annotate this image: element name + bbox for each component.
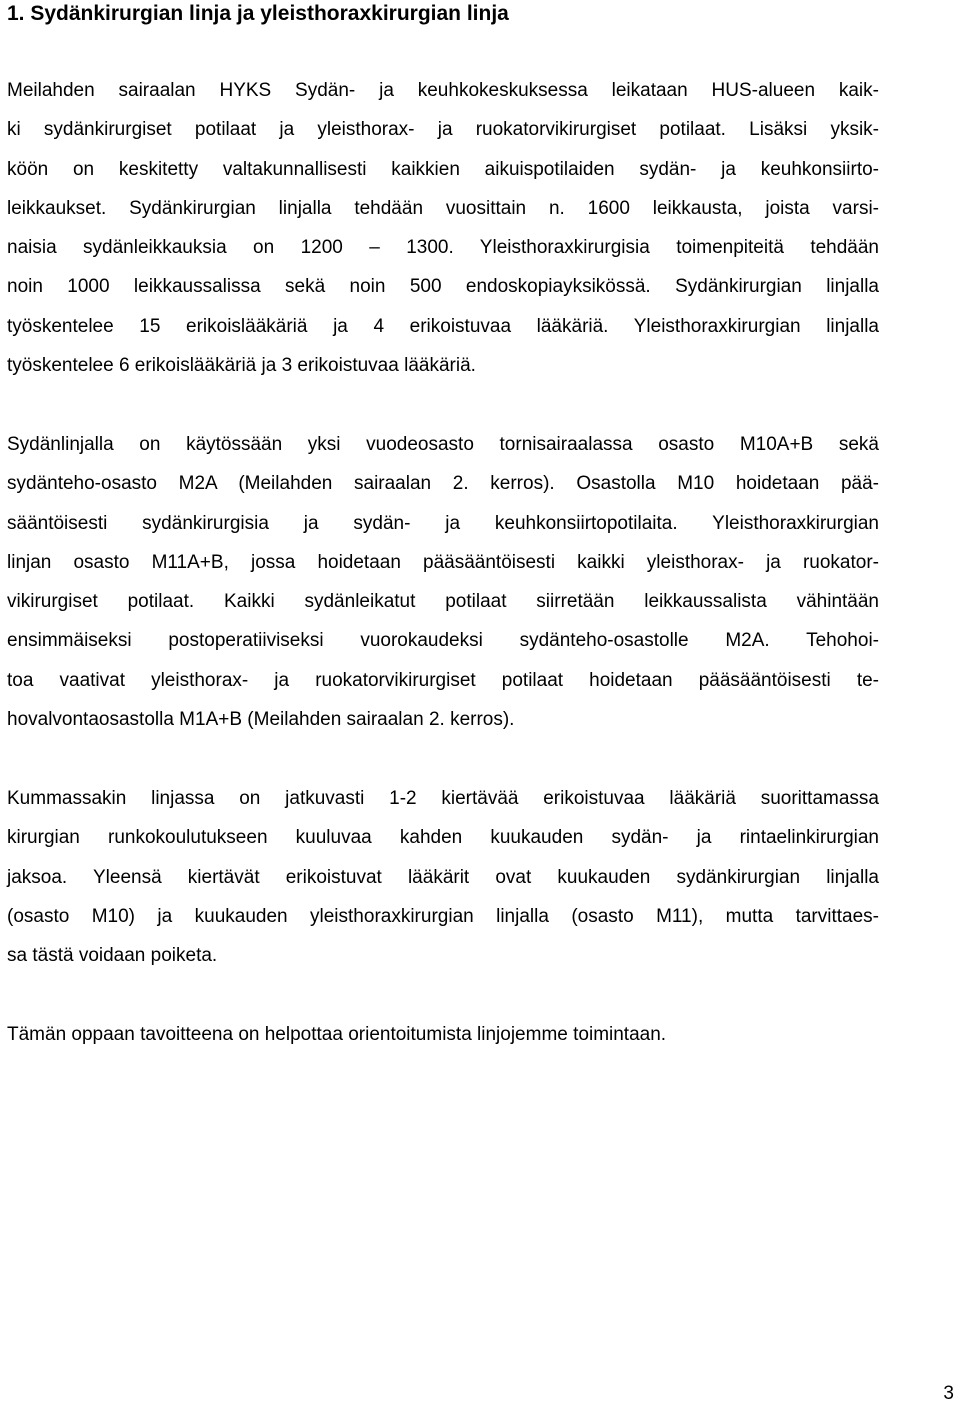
paragraph-line: hovalvontaosastolla M1A+B (Meilahden sairaalan 2. kerros).	[7, 709, 515, 731]
paragraph-line: työskentelee 6 erikoislääkäriä ja 3 erikoistuvaa lääkäriä.	[7, 355, 476, 377]
paragraph-line: linjan osasto M11A+B, jossa hoidetaan pääsääntöisesti kaikki yleisthorax- ja ruokator-	[7, 551, 879, 573]
paragraph-line: (osasto M10) ja kuukauden yleisthoraxkirurgian linjalla (osasto M11), mutta tarvittaes-	[7, 905, 879, 927]
paragraph-line: leikkaukset. Sydänkirurgian linjalla tehdään vuosittain n. 1600 leikkausta, joista varsi-	[7, 197, 879, 219]
paragraph-line: köön on keskitetty valtakunnallisesti kaikkien aikuispotilaiden sydän- ja keuhkonsiirto-	[7, 158, 879, 180]
paragraph-line: jaksoa. Yleensä kiertävät erikoistuvat lääkärit ovat kuukauden sydänkirurgian linjalla	[7, 866, 879, 888]
page-number: 3	[943, 1383, 954, 1404]
paragraph-line: sydänteho-osasto M2A (Meilahden sairaalan 2. kerros). Osastolla M10 hoidetaan pää-	[7, 473, 879, 495]
paragraph-line: kirurgian runkokoulutukseen kuuluvaa kahden kuukauden sydän- ja rintaelinkirurgian	[7, 827, 879, 849]
paragraph-line: sääntöisesti sydänkirurgisia ja sydän- ja keuhkonsiirtopotilaita. Yleisthoraxkirurgian	[7, 512, 879, 534]
paragraph-line: toa vaativat yleisthorax- ja ruokatorvikirurgiset potilaat hoidetaan pääsääntöisesti te-	[7, 669, 879, 691]
paragraph-line: sa tästä voidaan poiketa.	[7, 945, 218, 967]
section-heading: 1. Sydänkirurgian linja ja yleisthoraxkirurgian linja	[7, 2, 509, 25]
paragraph-line: vikirurgiset potilaat. Kaikki sydänleikatut potilaat siirretään leikkaussalista vähintään	[7, 591, 879, 613]
paragraph-line: työskentelee 15 erikoislääkäriä ja 4 erikoistuvaa lääkäriä. Yleisthoraxkirurgian linjalla	[7, 315, 879, 337]
paragraph-line: Sydänlinjalla on käytössään yksi vuodeosasto tornisairaalassa osasto M10A+B sekä	[7, 434, 879, 455]
paragraph-3	[7, 779, 879, 975]
paragraph-line: Tämän oppaan tavoitteena on helpottaa orientoitumista linjojemme toimintaan.	[7, 1024, 667, 1045]
paragraph-line: naisia sydänleikkauksia on 1200 – 1300. Yleisthoraxkirurgisia toimenpiteitä tehdään	[7, 237, 879, 259]
paragraph-line: ensimmäiseksi postoperatiiviseksi vuorokaudeksi sydänteho-osastolle M2A. Tehohoi-	[7, 630, 879, 652]
paragraph-1	[7, 71, 879, 385]
paragraph-line: Meilahden sairaalan HYKS Sydän- ja keuhkokeskuksessa leikataan HUS-alueen kaik-	[7, 80, 879, 101]
paragraph-2	[7, 425, 879, 739]
paragraph-line: ki sydänkirurgiset potilaat ja yleisthorax- ja ruokatorvikirurgiset potilaat. Lisäksi yksik-	[7, 119, 879, 141]
paragraph-line: noin 1000 leikkaussalissa sekä noin 500 endoskopiayksikössä. Sydänkirurgian linjalla	[7, 276, 879, 298]
paragraph-4	[7, 1015, 879, 1054]
paragraph-line: Kummassakin linjassa on jatkuvasti 1-2 kiertävää erikoistuvaa lääkäriä suorittamassa	[7, 788, 879, 809]
